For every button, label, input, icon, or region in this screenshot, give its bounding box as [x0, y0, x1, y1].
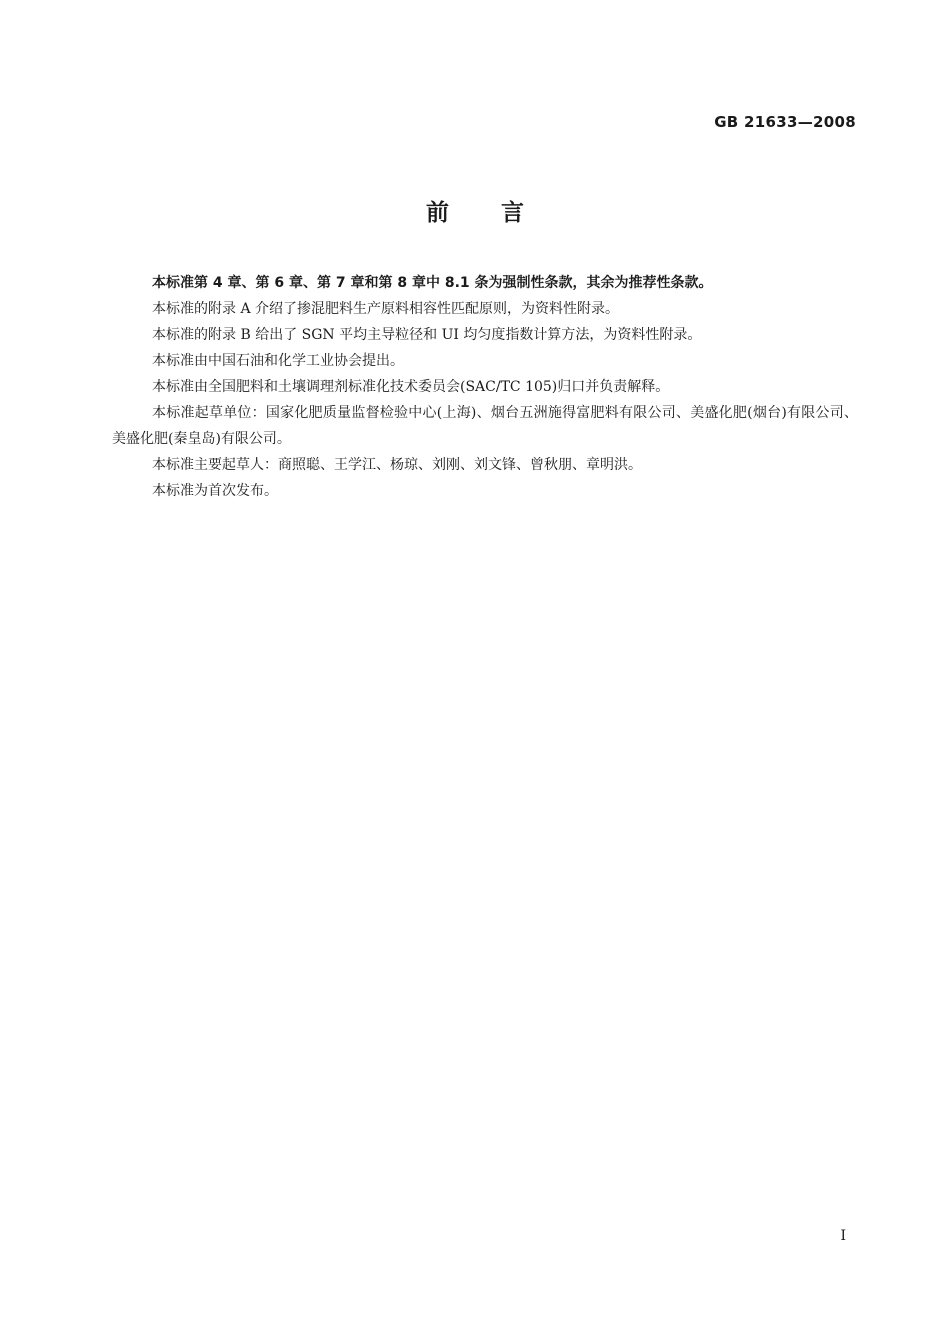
- paragraph-technical-committee: 本标准由全国肥料和土壤调理剂标准化技术委员会(SAC/TC 105)归口并负责解释。: [152, 379, 670, 395]
- paragraph-first-release: 本标准为首次发布。: [152, 483, 278, 499]
- paragraph-proposer: 本标准由中国石油和化学工业协会提出。: [152, 353, 404, 369]
- paragraph-mandatory-clauses: 本标准第 4 章、第 6 章、第 7 章和第 8 章中 8.1 条为强制性条款，其余为推荐性条款。: [152, 275, 713, 291]
- page-title: 前言: [426, 200, 576, 226]
- preface-body: [112, 270, 858, 504]
- paragraph-drafting-units: 本标准起草单位：国家化肥质量监督检验中心(上海)、烟台五洲施得富肥料有限公司、美盛化肥(烟台)有限公司、美盛化肥(秦皇岛)有限公司。: [112, 405, 858, 447]
- standard-number: GB 21633—2008: [714, 113, 856, 131]
- paragraph-annex-b: 本标准的附录 B 给出了 SGN 平均主导粒径和 UI 均匀度指数计算方法，为资料性附录。: [152, 327, 702, 343]
- paragraph-drafters: 本标准主要起草人：商照聪、王学江、杨琼、刘刚、刘文锋、曾秋朋、章明洪。: [152, 457, 642, 473]
- page-number: I: [840, 1228, 846, 1244]
- paragraph-annex-a: 本标准的附录 A 介绍了掺混肥料生产原料相容性匹配原则，为资料性附录。: [152, 301, 620, 317]
